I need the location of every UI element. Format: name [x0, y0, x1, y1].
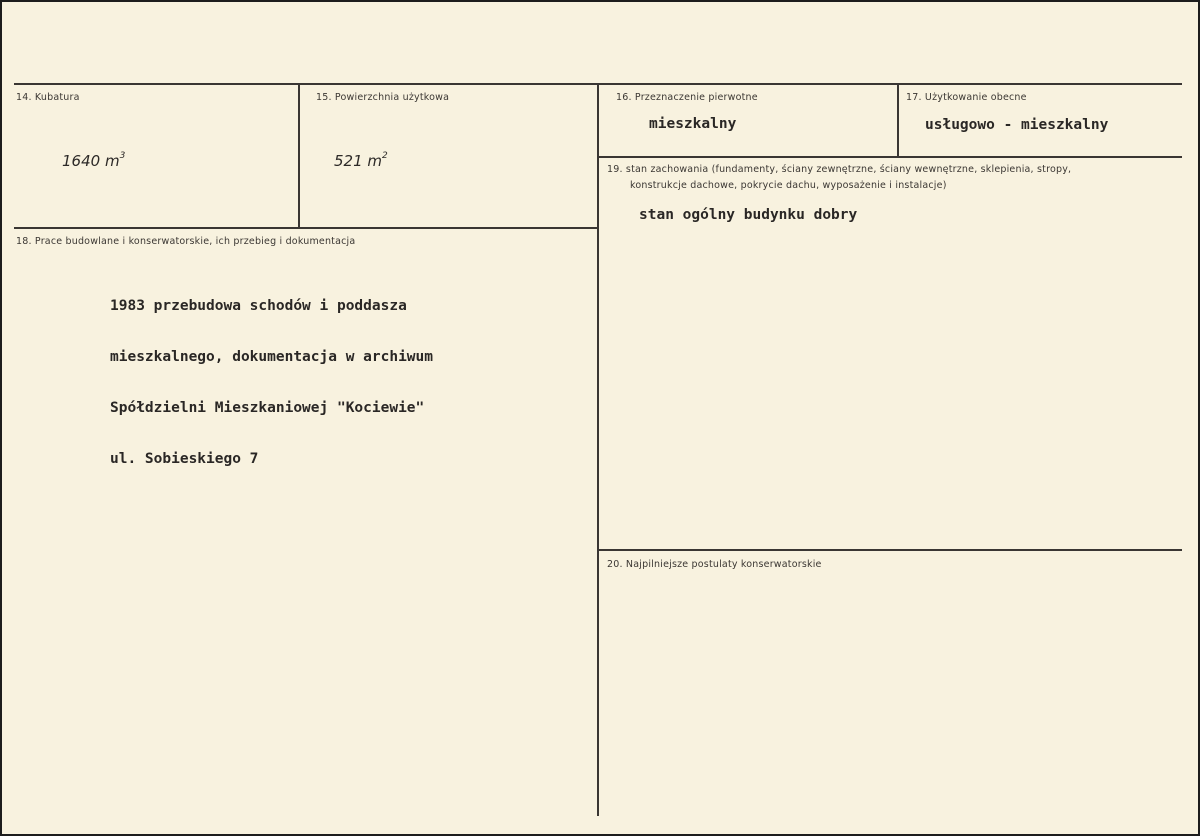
field-19-label-line2: konstrukcje dachowe, pokrycie dachu, wyposażenie i instalacje) — [630, 180, 947, 191]
field-14-number: 1640 m — [62, 152, 120, 170]
field-15-label: 15. Powierzchnia użytkowa — [316, 92, 450, 103]
field-20-label: 20. Najpilniejsze postulaty konserwatorskie — [607, 559, 822, 570]
field-15-number: 521 m — [334, 152, 383, 170]
rule-under-16-17 — [599, 156, 1182, 158]
field-18-line: ul. Sobieskiego 7 — [110, 450, 259, 467]
field-18-line: mieszkalnego, dokumentacja w archiwum — [110, 348, 434, 365]
field-18-line: 1983 przebudowa schodów i poddasza — [110, 297, 407, 314]
rule-under-14-15 — [14, 227, 598, 229]
divider-main — [597, 85, 599, 816]
divider-16-17 — [897, 85, 899, 157]
field-16-label: 16. Przeznaczenie pierwotne — [616, 92, 758, 103]
field-18-label: 18. Prace budowlane i konserwatorskie, ich przebieg i dokumentacja — [16, 236, 356, 247]
field-17-label: 17. Użytkowanie obecne — [906, 92, 1027, 103]
field-15-exponent: 2 — [382, 151, 388, 161]
field-17-value: usługowo - mieszkalny — [925, 117, 1109, 133]
divider-14-15 — [298, 85, 300, 228]
field-18-text — [110, 268, 433, 498]
field-19-value: stan ogólny budynku dobry — [639, 207, 858, 223]
field-15-value — [334, 152, 388, 170]
field-14-exponent: 3 — [119, 151, 126, 161]
rule-under-19 — [599, 549, 1182, 551]
field-16-value: mieszkalny — [649, 116, 737, 132]
field-18-line: Spółdzielni Mieszkaniowej "Kociewie" — [110, 399, 425, 416]
field-19-label-line1: 19. stan zachowania (fundamenty, ściany zewnętrzne, ściany wewnętrzne, sklepienia, stropy, — [607, 164, 1072, 175]
field-14-label: 14. Kubatura — [16, 92, 80, 103]
field-14-value — [62, 152, 125, 170]
